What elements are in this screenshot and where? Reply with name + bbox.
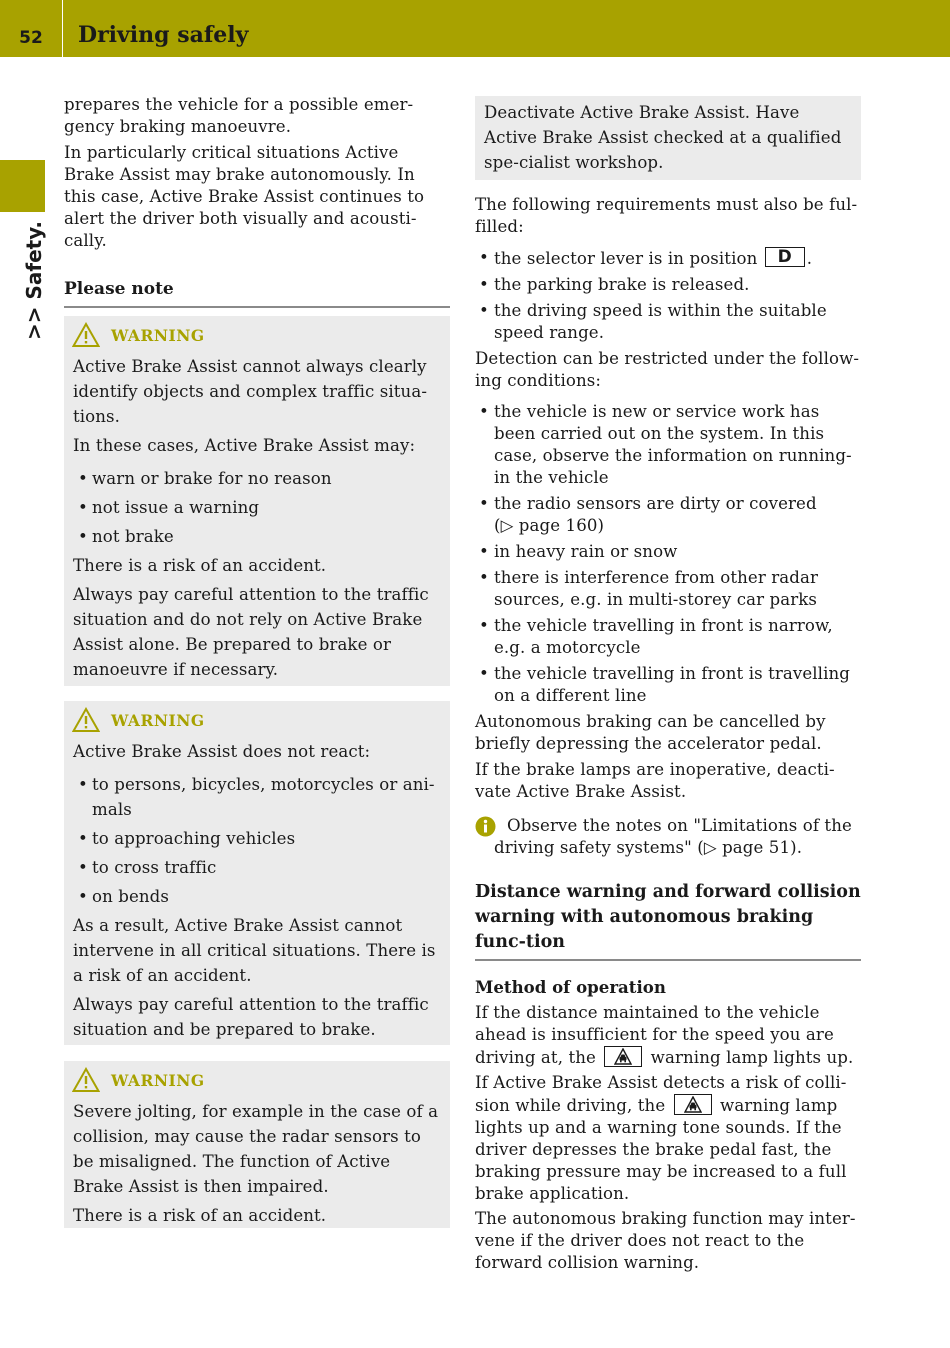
list-item	[475, 247, 861, 270]
list-item: • not issue a warning	[73, 495, 441, 520]
warning-header	[73, 1065, 441, 1095]
warning-header	[73, 320, 441, 350]
list-item: • the vehicle is new or service work has been carried out on the system. In this case, observe the information on running-in the vehicle	[475, 401, 861, 489]
info-icon	[475, 816, 496, 837]
list-item: • on bends	[73, 884, 441, 909]
method-paragraph-3: The autonomous braking function may inter-vene if the driver does not react to the forward collision warning.	[475, 1209, 856, 1272]
side-tab-marker	[0, 160, 45, 212]
warning-text: As a result, Active Brake Assist cannot intervene in all critical situations. There is a risk of an accident.	[73, 916, 436, 985]
warning-triangle-icon	[72, 707, 100, 733]
list-item: • to persons, bicycles, motorcycles or ani-mals	[73, 772, 441, 822]
method-text: If the distance maintained to the vehicle ahead is insufficient for the speed you are driving at, the	[475, 1003, 834, 1067]
method-text: warning lamp lights up and a warning tone sounds. If the driver depresses the brake pedal fast, the braking pressure may be increased to a full brake application.	[475, 1096, 847, 1203]
collision-warning-lamp-icon	[604, 1046, 642, 1067]
intro-text	[64, 94, 434, 252]
warning-text: There is a risk of an accident.	[73, 1206, 327, 1225]
page-header	[0, 0, 950, 57]
method-section	[475, 976, 861, 1274]
page-title: Driving safely	[78, 22, 249, 48]
list-item: • to approaching vehicles	[73, 826, 441, 851]
intro-paragraph-2: In particularly critical situations Active Brake Assist may brake autonomously. In this case, Active Brake Assist continues to alert the driver both visually and acousti-cally.	[64, 143, 425, 250]
condition-text: the radio sensors are dirty or covered	[494, 494, 817, 513]
brake-lamps-text: If the brake lamps are inoperative, deacti-vate Active Brake Assist.	[475, 760, 835, 801]
cancel-text: Autonomous braking can be cancelled by briefly depressing the accelerator pedal.	[475, 712, 826, 753]
list-item: • the vehicle travelling in front is narrow, e.g. a motorcycle	[475, 615, 861, 659]
info-text: Observe the notes on "Limitations of the driving safety systems" (▷ page 51).	[494, 816, 852, 857]
list-item	[475, 493, 861, 537]
list-item: • the driving speed is within the suitable speed range.	[475, 300, 861, 344]
warning-text: In these cases, Active Brake Assist may:	[73, 436, 416, 455]
list-item: • warn or brake for no reason	[73, 466, 441, 491]
method-text: If Active Brake Assist detects a risk of colli-sion while driving, the	[475, 1073, 847, 1115]
requirements-section	[475, 194, 861, 859]
selector-d-icon	[765, 247, 805, 267]
list-item: • the vehicle travelling in front is travelling on a different line	[475, 663, 861, 707]
please-note-heading: Please note	[64, 277, 450, 308]
warning-text: Always pay careful attention to the traffic situation and do not rely on Active Brake Assist alone. Be prepared to brake or manoeuvre if necessary.	[73, 585, 429, 679]
warning-label: WARNING	[111, 325, 205, 345]
warning-text: Active Brake Assist cannot always clearly identify objects and complex traffic situa-tions.	[73, 357, 428, 426]
method-heading: Method of operation	[475, 977, 666, 997]
warning-triangle-icon	[72, 1067, 100, 1093]
method-text: warning lamp lights up.	[650, 1048, 854, 1067]
list-item: • not brake	[73, 524, 441, 549]
warning-text: There is a risk of an accident.	[73, 556, 327, 575]
requirement-text: .	[806, 249, 813, 268]
section-heading: Distance warning and forward collision warning with autonomous braking func-tion	[475, 880, 861, 961]
warning-box-2	[64, 701, 450, 1045]
warning-triangle-icon	[72, 322, 100, 348]
warning-text: Severe jolting, for example in the case of a collision, may cause the radar sensors to be misaligned. The function of Active Brake Assist is then impaired.	[73, 1102, 439, 1196]
list-item: • the parking brake is released.	[475, 274, 861, 296]
side-tab-label: >> Safety.	[22, 220, 46, 340]
list-item: • in heavy rain or snow	[475, 541, 861, 563]
deactivate-box	[475, 96, 861, 180]
warning-label: WARNING	[111, 710, 205, 730]
requirements-intro: The following requirements must also be ful-filled:	[475, 195, 858, 236]
warning-header	[73, 705, 441, 735]
warning-box-3	[64, 1061, 450, 1228]
warning-text: Always pay careful attention to the traffic situation and be prepared to brake.	[73, 995, 429, 1039]
requirement-text: the selector lever is in position	[494, 249, 758, 268]
page-number: 52	[0, 0, 63, 57]
warning-label: WARNING	[111, 1070, 205, 1090]
page-reference: (▷ page 160)	[494, 516, 605, 535]
method-paragraph-1	[475, 1002, 861, 1069]
method-paragraph-2	[475, 1072, 861, 1205]
warning-box-1	[64, 316, 450, 686]
collision-warning-lamp-icon	[674, 1094, 712, 1115]
list-item: • there is interference from other radar sources, e.g. in multi-storey car parks	[475, 567, 861, 611]
warning-text: Active Brake Assist does not react:	[73, 742, 371, 761]
intro-paragraph-1: prepares the vehicle for a possible emer-gency braking manoeuvre.	[64, 95, 414, 136]
list-item: • to cross traffic	[73, 855, 441, 880]
selector-d-label: D	[777, 247, 792, 267]
deactivate-text: Deactivate Active Brake Assist. Have Active Brake Assist checked at a qualified spe-cialist workshop.	[484, 103, 842, 172]
info-note	[475, 815, 861, 859]
detection-intro: Detection can be restricted under the follow-ing conditions:	[475, 349, 860, 390]
